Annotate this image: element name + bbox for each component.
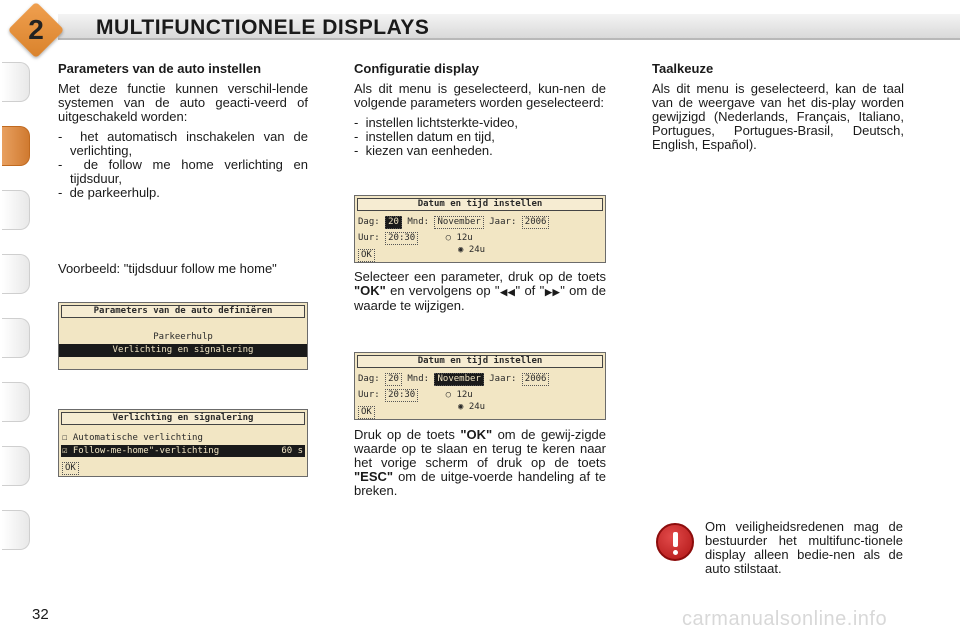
lcd-title: Datum en tijd instellen bbox=[357, 198, 603, 211]
radio-selected-icon: ◉ bbox=[458, 402, 464, 412]
lcd-lighting-menu bbox=[58, 409, 308, 477]
section-intro: Met deze functie kunnen verschil-lende systemen van de auto geacti-veerd of uitgeschakeld worden: bbox=[58, 81, 308, 124]
lcd-option-24h-row bbox=[458, 401, 485, 413]
instruction-part: Druk op de toets bbox=[354, 427, 461, 442]
lcd-time-row bbox=[358, 232, 473, 245]
instruction-part: Selecteer een parameter, druk op de toets bbox=[354, 269, 606, 284]
save-or-cancel-instruction bbox=[354, 428, 606, 504]
rewind-arrow-icon: ◀◀ bbox=[499, 287, 516, 297]
section-heading: Taalkeuze bbox=[652, 61, 714, 76]
ok-key-label: "OK" bbox=[460, 427, 493, 442]
lcd-row-auto-lighting bbox=[62, 432, 203, 444]
instruction-part: om de uitge-voerde handeling af te breken. bbox=[354, 469, 606, 498]
list-item: - instellen lichtsterkte-video, bbox=[354, 116, 606, 130]
page-header bbox=[0, 0, 960, 46]
warning-exclamation-icon bbox=[656, 523, 694, 561]
chapter-tab-2-active[interactable] bbox=[2, 126, 30, 166]
lcd-ok-row bbox=[62, 462, 79, 475]
section-intro: Als dit menu is geselecteerd, kun-nen de volgende parameters worden geselecteerd: bbox=[354, 81, 606, 110]
lcd-menu-item-lighting-selected: Verlichting en signalering bbox=[59, 344, 307, 357]
lcd-ok-row bbox=[358, 406, 375, 419]
lcd-ok-row bbox=[358, 249, 375, 262]
instruction-part: en vervolgens op " bbox=[385, 283, 500, 298]
column-display-configuration bbox=[354, 62, 606, 164]
lcd-title: Verlichting en signalering bbox=[61, 412, 305, 425]
instruction-part: " om de waarde te wijzigen. bbox=[354, 283, 607, 313]
lcd-date-row bbox=[358, 216, 549, 229]
chapter-tab-6[interactable] bbox=[2, 382, 30, 422]
lcd-title: Parameters van de auto definiëren bbox=[61, 305, 305, 318]
select-parameter-instruction bbox=[354, 270, 606, 319]
lcd-time-row bbox=[358, 389, 473, 402]
year-label: Jaar: bbox=[489, 374, 517, 384]
duration-value: 60 s bbox=[281, 446, 303, 456]
hour-label: Uur: bbox=[358, 233, 380, 243]
chapter-tab-1[interactable] bbox=[2, 62, 30, 102]
lcd-ok-button: OK bbox=[358, 249, 375, 262]
day-label: Dag: bbox=[358, 217, 380, 227]
day-field-selected: 20 bbox=[385, 216, 402, 229]
config-list bbox=[354, 116, 606, 158]
option-12h: 12u bbox=[456, 390, 473, 400]
list-item: - het automatisch inschakelen van de verlichting, bbox=[58, 130, 308, 158]
instruction-text bbox=[354, 428, 606, 498]
chapter-tab-8[interactable] bbox=[2, 510, 30, 550]
list-item: - de parkeerhulp. bbox=[58, 186, 308, 200]
month-label: Mnd: bbox=[407, 217, 430, 227]
watermark: carmanualsonline.info bbox=[682, 608, 888, 630]
day-field: 20 bbox=[385, 373, 402, 386]
day-label: Dag: bbox=[358, 374, 380, 384]
radio-unselected-icon: ○ bbox=[445, 390, 452, 400]
list-item: - de follow me home verlichting en tijdsduur, bbox=[58, 158, 308, 186]
year-field: 2006 bbox=[522, 216, 550, 229]
month-field: November bbox=[434, 216, 483, 229]
lcd-date-row bbox=[358, 373, 549, 386]
lcd-ok-button: OK bbox=[358, 406, 375, 419]
forward-arrow-icon: ▶▶ bbox=[544, 287, 561, 297]
hour-field: 20:30 bbox=[385, 232, 418, 245]
column-language bbox=[652, 62, 904, 158]
chapter-tab-5[interactable] bbox=[2, 318, 30, 358]
lcd-ok-button: OK bbox=[62, 462, 79, 475]
parameter-list bbox=[58, 130, 308, 200]
option-24h: 24u bbox=[468, 245, 486, 255]
page-number: 32 bbox=[32, 606, 49, 623]
list-item: - instellen datum en tijd, bbox=[354, 130, 606, 144]
page-title: MULTIFUNCTIONELE DISPLAYS bbox=[96, 16, 430, 39]
checkbox-unchecked-icon: ☐ bbox=[62, 433, 68, 443]
instruction-part: " of " bbox=[515, 283, 545, 298]
radio-selected-icon: ◉ bbox=[458, 245, 464, 255]
radio-unselected-icon: ○ bbox=[445, 233, 452, 243]
month-field-selected: November bbox=[434, 373, 483, 386]
section-body: Als dit menu is geselecteerd, kan de taal van de weergave van het dis-play worden gewijzigd (Nederlands, Français, Italiano, Portugues, Portugues-Brasil, Deutsch, English, Español). bbox=[652, 81, 904, 152]
option-12h: 12u bbox=[456, 233, 473, 243]
instruction-part: om de gewij-zigde waarde op te slaan en terug te keren naar het vorige scherm of druk op de toets bbox=[354, 427, 607, 470]
column-vehicle-parameters bbox=[58, 61, 308, 276]
lcd-menu-item-parking-aid: Parkeerhulp bbox=[153, 332, 213, 342]
lcd-option-24h-row bbox=[458, 244, 485, 256]
hour-field: 20:30 bbox=[385, 389, 418, 402]
hour-label: Uur: bbox=[358, 390, 380, 400]
warning-text: Om veiligheidsredenen mag de bestuurder het multifunc-tionele display alleen bedie-nen als de auto stilstaat. bbox=[705, 519, 903, 576]
year-field: 2006 bbox=[522, 373, 550, 386]
checkbox-checked-icon: ☑ bbox=[62, 446, 68, 456]
section-heading: Configuratie display bbox=[354, 61, 479, 76]
esc-key-label: "ESC" bbox=[354, 469, 394, 484]
lcd-row-label: Follow-me-home"-verlichting bbox=[72, 446, 220, 456]
ok-key-label: "OK" bbox=[354, 283, 386, 298]
example-caption: Voorbeeld: "tijdsduur follow me home" bbox=[58, 261, 277, 276]
lcd-title: Datum en tijd instellen bbox=[357, 355, 603, 368]
chapter-number: 2 bbox=[28, 14, 44, 45]
option-24h: 24u bbox=[468, 402, 486, 412]
lcd-row-follow-me-home-selected bbox=[61, 445, 305, 457]
year-label: Jaar: bbox=[489, 217, 517, 227]
lcd-date-time-screen-1 bbox=[354, 195, 606, 263]
section-heading: Parameters van de auto instellen bbox=[58, 61, 262, 76]
lcd-row-label: Automatische verlichting bbox=[72, 433, 203, 443]
list-item: - kiezen van eenheden. bbox=[354, 144, 606, 158]
lcd-date-time-screen-2 bbox=[354, 352, 606, 420]
chapter-tabs bbox=[0, 62, 34, 580]
chapter-tab-7[interactable] bbox=[2, 446, 30, 486]
lcd-vehicle-parameters-menu bbox=[58, 302, 308, 370]
chapter-tab-3[interactable] bbox=[2, 190, 30, 230]
instruction-text bbox=[354, 270, 606, 313]
chapter-tab-4[interactable] bbox=[2, 254, 30, 294]
month-label: Mnd: bbox=[407, 374, 430, 384]
